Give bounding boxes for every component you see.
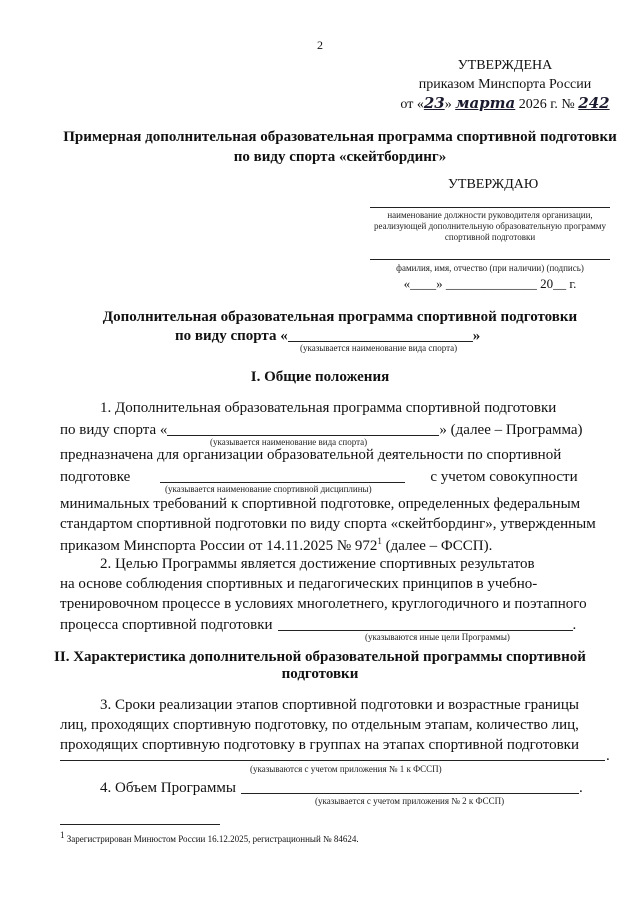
program-sport-hint: (указывается наименование вида спорта) (300, 343, 458, 353)
section-2-title-line1: II. Характеристика дополнительной образовательной программы спортивной (54, 649, 586, 665)
approve-name-hint: фамилия, имя, отчество (при наличии) (подпись) (396, 263, 584, 273)
p3-end: . (606, 748, 610, 764)
approval-number-handwritten: 242 (578, 94, 610, 112)
p1-line5: минимальных требований к спортивной подготовке, определенных федеральным (60, 496, 581, 512)
approval-order-line: приказом Минспорта России (418, 77, 592, 92)
p2-line4-end: . (572, 617, 577, 633)
p2-goals-hint: (указываются иные цели Программы) (365, 632, 510, 642)
p3-line2: лиц, проходящих спортивную подготовку, по отдельным этапам, количество лиц, (60, 717, 579, 733)
p4-hint: (указывается с учетом приложения № 2 к ФССП) (315, 796, 505, 806)
p1-line2-start: по виду спорта « (60, 422, 168, 438)
approve-word: УТВЕРЖДАЮ (448, 177, 539, 192)
footnote-rule (60, 824, 220, 825)
p1-line2-end: » (далее – Программа) (439, 422, 583, 438)
approve-position-line (370, 207, 610, 208)
p2-line4-start: процесса спортивной подготовки (60, 617, 273, 633)
approval-date-mid: » (444, 97, 452, 112)
approve-position-hint: наименование должности руководителя организации, реализующей дополнительную образовательную программу спортивной подготовки (374, 210, 606, 242)
p2-line1: 2. Целью Программы является достижение спортивных результатов (100, 556, 535, 572)
p3-line3: проходящих спортивную подготовку в группах на этапах спортивной подготовки (60, 737, 579, 753)
approve-date: «____» ______________ 20__ г. (403, 276, 577, 291)
p4-line (100, 779, 583, 797)
approval-month-handwritten: марта (455, 94, 516, 112)
p2-line3: тренировочном процессе в условиях многолетнего, круглогодичного и поэтапного (60, 596, 587, 612)
program-sport-prefix: по виду спорта « (175, 328, 288, 344)
footnote-mark: 1 (60, 830, 65, 840)
p3-line1: 3. Сроки реализации этапов спортивной подготовки и возрастные границы (100, 697, 579, 713)
p1-line7 (60, 536, 492, 555)
p1-line7-start: приказом Минспорта России от 14.11.2025 № 972 (60, 538, 378, 554)
p1-discipline-blank (160, 468, 405, 483)
p3-hint: (указываются с учетом приложения № 1 к ФССП) (250, 764, 442, 774)
p2-line2: на основе соблюдения спортивных и педагогических принципов в учебно- (60, 576, 538, 592)
program-title: Дополнительная образовательная программа спортивной подготовки (102, 309, 578, 325)
footnote-ref: 1 (377, 536, 382, 546)
footnote-text: Зарегистрирован Минюстом России 16.12.2025, регистрационный № 84624. (64, 834, 359, 844)
approval-block (395, 56, 615, 114)
program-sport-blank (288, 327, 473, 342)
approve-name-line (370, 259, 610, 260)
p1-line7-end: (далее – ФССП). (381, 538, 493, 554)
p2-goals-blank (278, 616, 573, 631)
p1-discipline-hint: (указывается наименование спортивной дисциплины) (165, 484, 372, 494)
p3-blank-line (60, 760, 605, 761)
p1-line4-end: с учетом совокупности (430, 469, 578, 485)
p4-volume-blank (241, 779, 579, 794)
approval-date-line (395, 94, 615, 114)
p1-sport-hint: (указывается наименование вида спорта) (210, 437, 368, 447)
approval-title: УТВЕРЖДЕНА (457, 58, 553, 73)
p4-start: 4. Объем Программы (100, 780, 236, 796)
page-number: 2 (317, 38, 323, 52)
approval-date-prefix: от « (400, 97, 424, 112)
p1-line6: стандартом спортивной подготовки по виду спорта «скейтбординг», утвержденным (60, 516, 596, 532)
approval-year: 2026 г. № (518, 97, 575, 112)
p4-end: . (578, 780, 583, 796)
p1-sport-blank (167, 421, 439, 436)
section-1-title: I. Общие положения (250, 369, 390, 385)
p1-line3: предназначена для организации образовательной деятельности по спортивной (60, 447, 562, 463)
main-title: Примерная дополнительная образовательная программа спортивной подготовки по виду спорта «скейтбординг» (63, 129, 617, 165)
p1-line4-start: подготовке (60, 469, 131, 485)
footnote (60, 830, 359, 844)
program-sport-suffix: » (472, 328, 481, 344)
section-2-title-line2: подготовки (281, 666, 359, 682)
approval-day-handwritten: 23 (423, 94, 445, 112)
p1-line1: 1. Дополнительная образовательная программа спортивной подготовки (100, 400, 557, 416)
